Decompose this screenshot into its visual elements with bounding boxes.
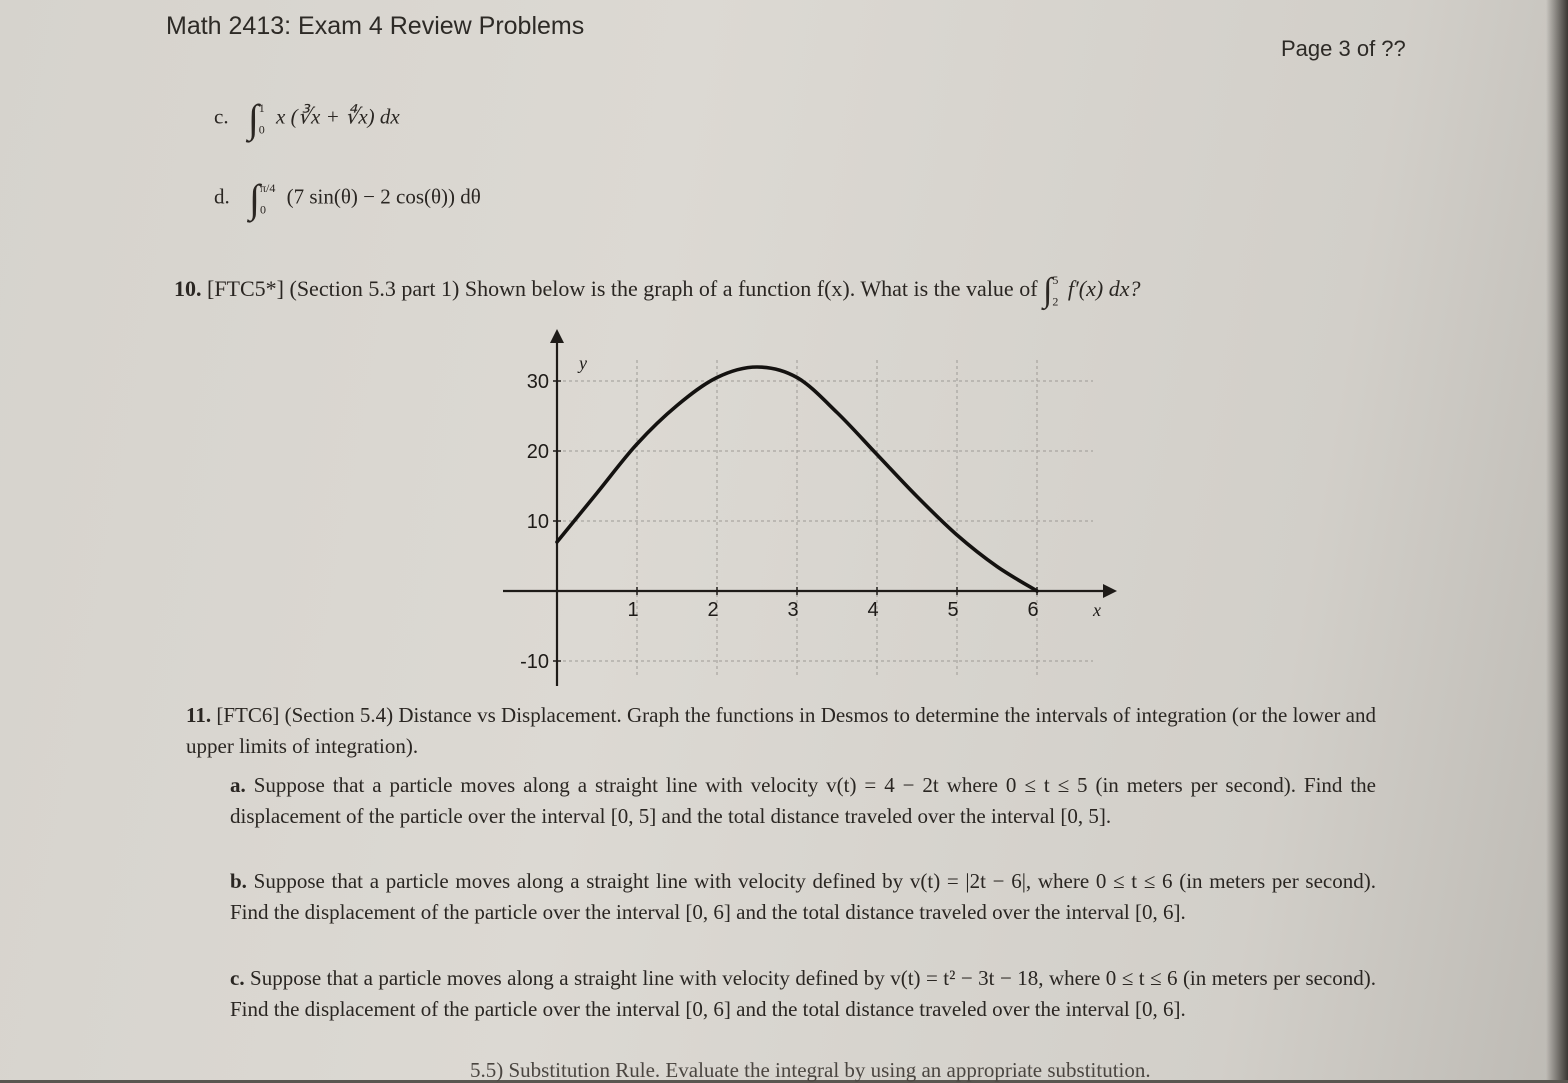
- x-axis-arrow-icon: [1103, 584, 1117, 598]
- problem-11c-text: Suppose that a particle moves along a straight line with velocity defined by v(t) = t² − 3t − 18, where 0 ≤ t ≤ 6 (in meters per second). Find the displacement of the particle over the interval [0, 6] and the total distance traveled over the interval [0, 6].: [230, 966, 1376, 1021]
- lower-limit: 2: [1052, 294, 1059, 309]
- y-tick-label: 30: [526, 371, 549, 393]
- problem-11b-label: b.: [230, 869, 247, 893]
- x-tick-label: 2: [707, 599, 719, 621]
- x-tick-label: 3: [787, 599, 799, 621]
- problem-10: [174, 272, 1140, 310]
- integrand: (7 sin(θ) − 2 cos(θ)) dθ: [286, 184, 481, 209]
- problem-9d-label: d.: [214, 184, 230, 209]
- upper-limit: 1: [258, 100, 265, 115]
- y-tick-label: -10: [520, 651, 549, 673]
- problem-10-number: 10.: [174, 276, 202, 302]
- page-edge-shadow: [1546, 0, 1568, 1080]
- upper-limit: 5: [1052, 273, 1059, 288]
- problem-11b-text: Suppose that a particle moves along a straight line with velocity defined by v(t) = |2t − 6|, where 0 ≤ t ≤ 6 (in meters per second). Find the displacement of the particle over the interval [0, 6] and the total distance traveled over the interval [0, 6].: [230, 869, 1376, 924]
- function-graph: [495, 325, 1125, 690]
- page-number: Page 3 of ??: [1281, 36, 1406, 61]
- problem-9d: [214, 175, 481, 222]
- integral-sign-icon: ∫: [249, 176, 260, 221]
- problem-11a: [230, 770, 1376, 832]
- problem-11a-text: Suppose that a particle moves along a straight line with velocity v(t) = 4 − 2t where 0 ≤ t ≤ 5 (in meters per second). Find the displacement of the particle over the interval [0, 5] and the total distance traveled over the interval [0, 5].: [230, 773, 1377, 828]
- problem-10-text: [FTC5*] (Section 5.3 part 1) Shown below is the graph of a function f(x). What is the value of: [207, 276, 1038, 302]
- y-axis-arrow-icon: [550, 329, 564, 343]
- function-curve: [557, 367, 1037, 591]
- integrand: x (∛x + ∜x) dx: [276, 104, 400, 129]
- problem-11c: [230, 963, 1376, 1025]
- lower-limit: 0: [258, 122, 265, 137]
- problem-11b: [230, 866, 1376, 928]
- integral-body: f′(x) dx?: [1067, 276, 1141, 302]
- y-tick-label: 10: [526, 511, 549, 533]
- x-axis-label: x: [1093, 600, 1101, 620]
- problem-11c-label: c.: [230, 966, 245, 990]
- x-tick-label: 5: [947, 599, 959, 621]
- lower-limit: 0: [259, 202, 266, 217]
- problem-11a-label: a.: [230, 773, 246, 797]
- problem-11-number: 11.: [186, 703, 212, 727]
- y-tick-label: 20: [526, 441, 549, 463]
- x-tick-label: 4: [867, 599, 879, 621]
- problem-9c-label: c.: [214, 104, 229, 129]
- x-tick-label: 6: [1027, 599, 1039, 621]
- problem-11-intro: [186, 700, 1376, 762]
- integral-sign-icon: ∫: [247, 96, 259, 141]
- problem-9c: [214, 95, 400, 142]
- next-problem-cut: 5.5) Substitution Rule. Evaluate the integral by using an appropriate substitution.: [470, 1058, 1151, 1082]
- problem-11-intro-text: [FTC6] (Section 5.4) Distance vs Displacement. Graph the functions in Desmos to determine the intervals of integration (or the lower and upper limits of integration).: [186, 703, 1376, 758]
- integral-sign-icon: ∫: [1043, 272, 1053, 309]
- y-axis-label: y: [579, 353, 587, 373]
- upper-limit: π/4: [259, 180, 276, 195]
- x-tick-label: 1: [627, 599, 639, 621]
- page-title: Math 2413: Exam 4 Review Problems: [166, 12, 585, 40]
